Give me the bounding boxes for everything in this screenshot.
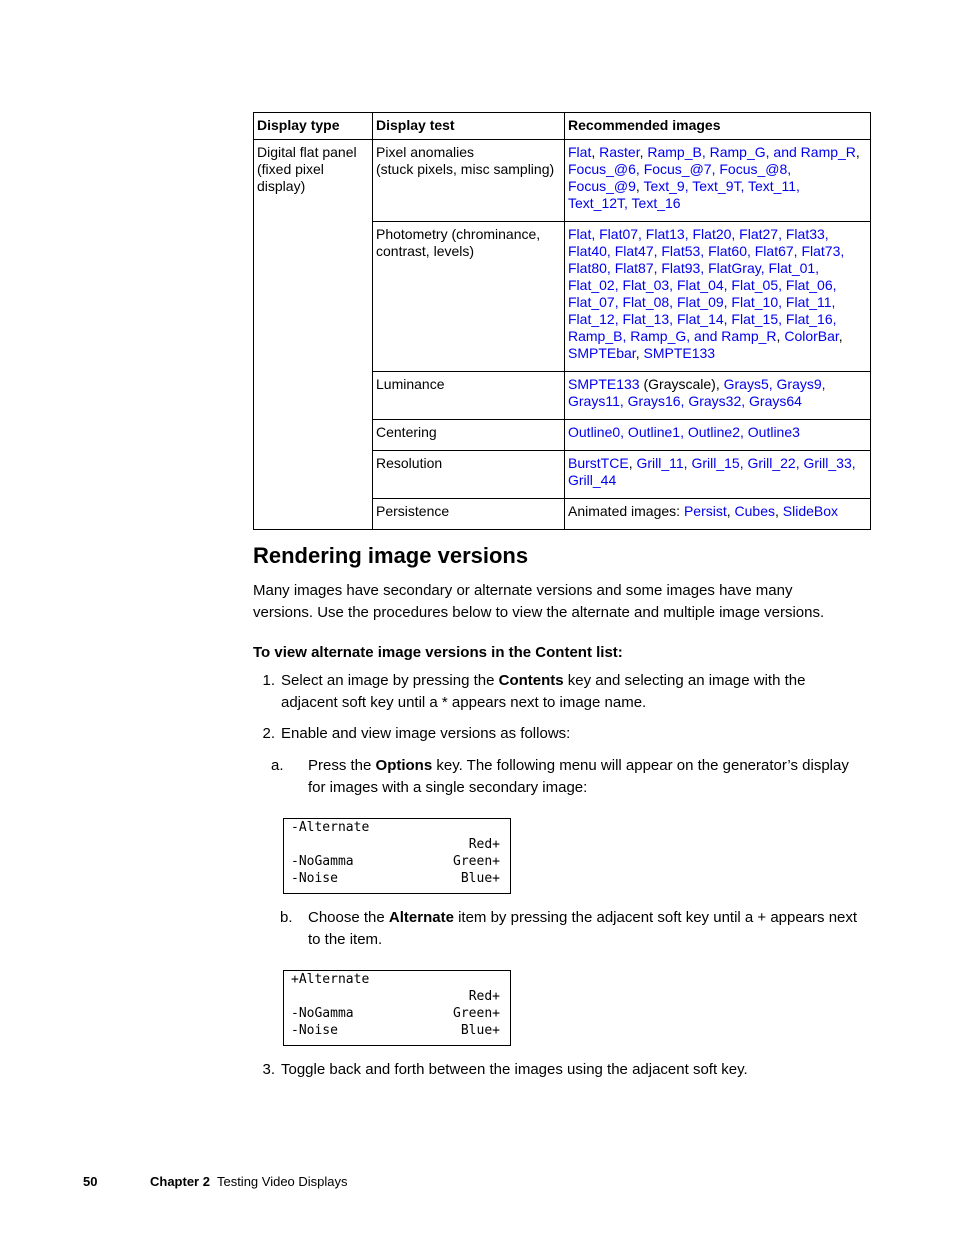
substep-text bbox=[308, 907, 878, 951]
generator-display-menu-a bbox=[283, 818, 511, 894]
display-test-line: Pixel anomalies bbox=[376, 144, 475, 160]
table-header-row bbox=[254, 113, 871, 140]
intro-line: Many images have secondary or alternate versions and some images have many bbox=[253, 582, 793, 599]
display-type-line: (fixed pixel bbox=[257, 161, 324, 177]
display-test-cell bbox=[373, 372, 565, 420]
step-text-part: Choose the bbox=[308, 909, 389, 926]
image-list-text: , bbox=[855, 144, 860, 160]
step-text: Toggle back and forth between the images using the adjacent soft key. bbox=[281, 1061, 748, 1078]
step-text-part: Select an image by pressing the bbox=[281, 672, 499, 689]
image-list-text: Animated images: bbox=[568, 503, 684, 519]
step-number: 1. bbox=[262, 672, 275, 689]
image-link[interactable]: Ramp_B, Ramp_G, and Ramp_R bbox=[568, 328, 777, 344]
image-link[interactable]: SMPTE133 bbox=[643, 345, 716, 361]
display-test-cell bbox=[373, 499, 565, 530]
page-number: 50 bbox=[83, 1174, 98, 1189]
image-link[interactable]: Flat_12, Flat_13, Flat_14, Flat_15, Flat_16, bbox=[568, 311, 837, 327]
image-link[interactable]: Grays11, Grays16, Grays32, Grays64 bbox=[568, 393, 802, 409]
image-link[interactable]: Flat bbox=[568, 144, 592, 160]
display-type-line: Digital flat panel bbox=[257, 144, 357, 160]
menu-row bbox=[284, 819, 510, 836]
image-link[interactable]: Flat, Flat07, Flat13, Flat20, Flat27, Flat33, bbox=[568, 226, 829, 242]
recommended-images-cell bbox=[565, 499, 871, 530]
image-link[interactable]: Outline0, Outline1, Outline2, Outline3 bbox=[568, 424, 800, 440]
display-test-line: Luminance bbox=[376, 376, 445, 392]
step-text-part: item by pressing the adjacent soft key until a + appears next bbox=[453, 909, 858, 926]
display-test-line: Centering bbox=[376, 424, 437, 440]
menu-row bbox=[284, 853, 510, 870]
menu-row bbox=[284, 988, 510, 1005]
image-link[interactable]: Ramp_B, Ramp_G, and Ramp_R bbox=[647, 144, 856, 160]
menu-item-right: Green+ bbox=[453, 854, 500, 869]
image-link[interactable]: Flat_07, Flat_08, Flat_09, Flat_10, Flat_11, bbox=[568, 294, 836, 310]
intro-line: versions. Use the procedures below to view the alternate and multiple image versions. bbox=[253, 604, 825, 621]
display-test-cell bbox=[373, 451, 565, 499]
display-type-line: display) bbox=[257, 178, 306, 194]
step-number: 2. bbox=[262, 725, 275, 742]
recommended-images-cell bbox=[565, 140, 871, 222]
recommended-images-cell bbox=[565, 222, 871, 372]
menu-row bbox=[284, 836, 510, 853]
recommended-images-cell bbox=[565, 372, 871, 420]
display-test-line: (stuck pixels, misc sampling) bbox=[376, 161, 555, 177]
recommended-images-cell bbox=[565, 420, 871, 451]
image-link[interactable]: SlideBox bbox=[782, 503, 839, 519]
image-link[interactable]: SMPTE133 bbox=[568, 376, 640, 392]
menu-row bbox=[284, 1005, 510, 1022]
step-text-part: adjacent soft key until a * appears next to image name. bbox=[281, 694, 647, 711]
image-link[interactable]: Focus_@6, Focus_@7, Focus_@8, bbox=[568, 161, 792, 177]
menu-item-right: Red+ bbox=[468, 837, 500, 852]
image-list-text: , bbox=[775, 503, 783, 519]
image-list-text: (Grayscale), bbox=[639, 376, 724, 392]
image-link[interactable]: SMPTEbar bbox=[568, 345, 636, 361]
image-link[interactable]: Flat80, Flat87, Flat93, FlatGray, Flat_01, bbox=[568, 260, 820, 276]
menu-row bbox=[284, 870, 510, 887]
step-text-part: key and selecting an image with the bbox=[563, 672, 806, 689]
image-link[interactable]: Flat_02, Flat_03, Flat_04, Flat_05, Flat_06, bbox=[568, 277, 837, 293]
chapter-title: Testing Video Displays bbox=[216, 1174, 348, 1189]
image-list-text: , bbox=[591, 144, 600, 160]
image-link[interactable]: Focus_@9 bbox=[568, 178, 636, 194]
menu-item-right: Red+ bbox=[468, 989, 500, 1004]
image-link[interactable]: Text_12T, Text_16 bbox=[568, 195, 681, 211]
menu-item-right: Green+ bbox=[453, 1006, 500, 1021]
image-list-text: , bbox=[639, 144, 648, 160]
table-row bbox=[254, 140, 871, 222]
menu-item-left: -NoGamma bbox=[291, 1006, 354, 1021]
step-text: Enable and view image versions as follows: bbox=[281, 725, 571, 742]
intro-paragraph bbox=[253, 580, 873, 624]
display-type-cell bbox=[254, 140, 373, 530]
display-test-line: Photometry (chrominance, bbox=[376, 226, 541, 242]
menu-item-left: -Noise bbox=[291, 1023, 338, 1038]
image-link[interactable]: Cubes bbox=[734, 503, 775, 519]
menu-item-right: Blue+ bbox=[460, 1023, 500, 1038]
menu-item-alternate: Alternate bbox=[388, 909, 454, 926]
substep-text bbox=[308, 755, 878, 799]
recommended-images-cell bbox=[565, 451, 871, 499]
image-list-text: , bbox=[628, 455, 637, 471]
image-link[interactable]: ColorBar bbox=[784, 328, 839, 344]
substep-letter: a. bbox=[271, 757, 284, 774]
chapter-label: Chapter 2 bbox=[150, 1174, 210, 1189]
image-list-text: , bbox=[726, 503, 735, 519]
image-link[interactable]: Flat40, Flat47, Flat53, Flat60, Flat67, Flat73, bbox=[568, 243, 845, 259]
menu-item-left: +Alternate bbox=[291, 972, 370, 987]
header-recommended-images: Recommended images bbox=[565, 113, 871, 140]
menu-item-left: -Noise bbox=[291, 871, 338, 886]
image-link[interactable]: Text_9, Text_9T, Text_11, bbox=[643, 178, 800, 194]
display-test-line: contrast, levels) bbox=[376, 243, 475, 259]
header-display-test: Display test bbox=[373, 113, 565, 140]
menu-row bbox=[284, 1022, 510, 1039]
display-test-line: Persistence bbox=[376, 503, 450, 519]
image-list-text: , bbox=[776, 328, 785, 344]
menu-item-left: -Alternate bbox=[291, 820, 370, 835]
image-link[interactable]: Persist bbox=[683, 503, 727, 519]
key-name-options: Options bbox=[375, 757, 433, 774]
image-list-text: , bbox=[635, 345, 644, 361]
key-name-contents: Contents bbox=[498, 672, 564, 689]
menu-row bbox=[284, 971, 510, 988]
image-link[interactable]: Grill_11, Grill_15, Grill_22, Grill_33, bbox=[636, 455, 856, 471]
image-link[interactable]: Grays5, Grays9, bbox=[723, 376, 826, 392]
generator-display-menu-b bbox=[283, 970, 511, 1046]
display-test-cell bbox=[373, 420, 565, 451]
procedure-heading: To view alternate image versions in the Content list: bbox=[253, 644, 623, 661]
substep-letter: b. bbox=[280, 909, 293, 926]
step-number: 3. bbox=[262, 1061, 275, 1078]
display-test-line: Resolution bbox=[376, 455, 443, 471]
image-list-text: , bbox=[635, 178, 644, 194]
step-text bbox=[281, 670, 873, 714]
image-link[interactable]: Grill_44 bbox=[568, 472, 617, 488]
step-text-part: key. The following menu will appear on the generator’s display bbox=[432, 757, 849, 774]
step-text-part: for images with a single secondary image: bbox=[308, 779, 588, 796]
header-display-type: Display type bbox=[254, 113, 373, 140]
display-test-cell bbox=[373, 140, 565, 222]
menu-item-right: Blue+ bbox=[460, 871, 500, 886]
image-link[interactable]: BurstTCE bbox=[568, 455, 629, 471]
display-test-cell bbox=[373, 222, 565, 372]
step-text-part: Press the bbox=[308, 757, 376, 774]
step-text-part: to the item. bbox=[308, 931, 383, 948]
image-link[interactable]: Raster bbox=[599, 144, 640, 160]
running-footer bbox=[150, 1174, 348, 1190]
recommended-images-table bbox=[253, 112, 871, 530]
menu-item-left: -NoGamma bbox=[291, 854, 354, 869]
image-list-text: , bbox=[838, 328, 843, 344]
section-title: Rendering image versions bbox=[253, 543, 529, 568]
